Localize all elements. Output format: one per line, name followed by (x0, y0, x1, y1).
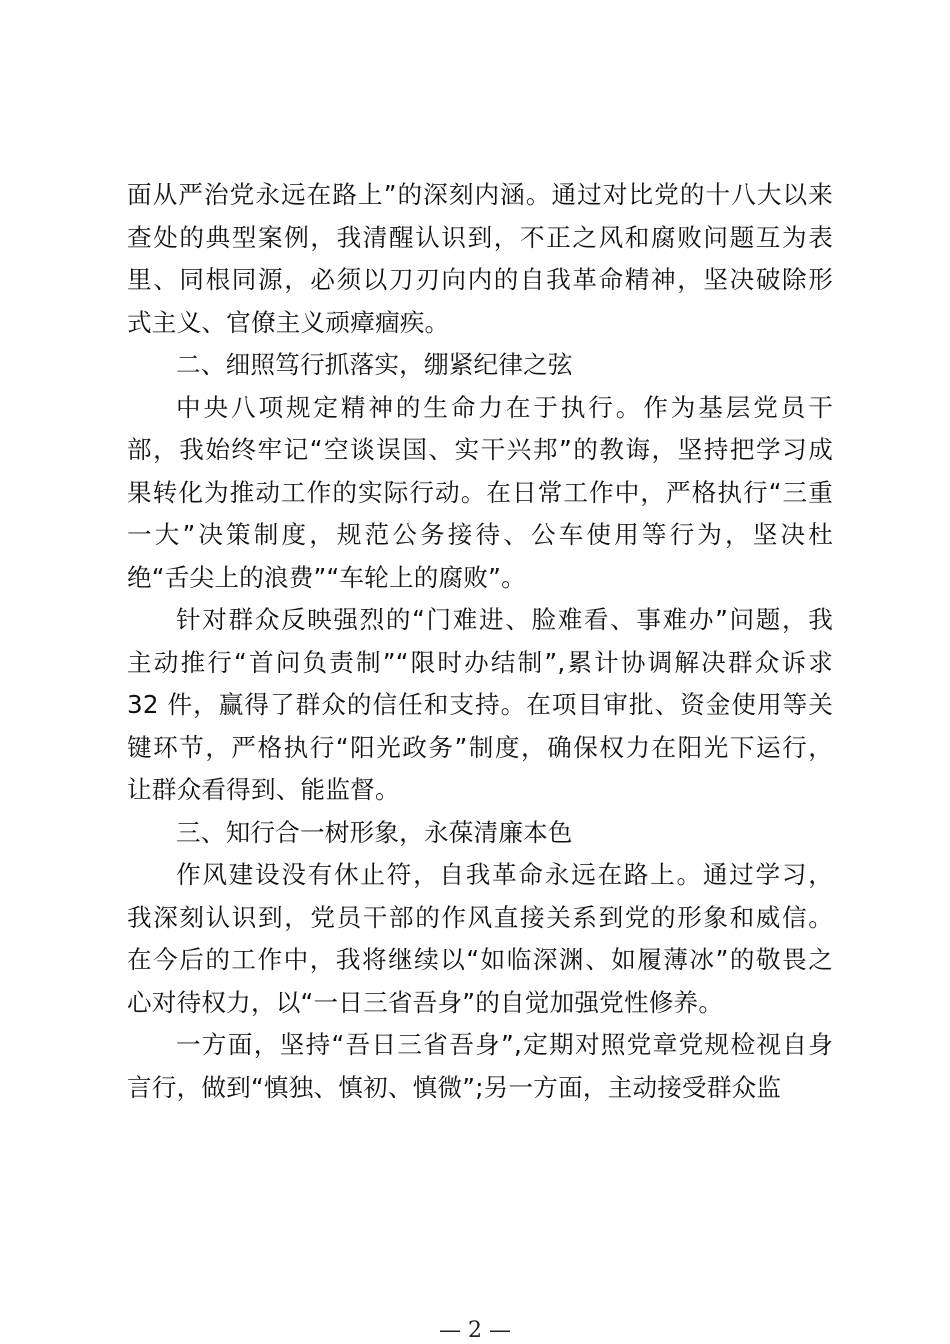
text-line: 中央八项规定精神的生命力在于执行。作为基层党员干 (176, 392, 833, 422)
text-line: 作风建设没有休止符，自我革命永远在路上。通过学习， (176, 860, 833, 889)
text-line: 我深刻认识到，党员干部的作风直接关系到党的形象和威信。 (127, 902, 833, 932)
page-number: — 2 — (439, 1318, 511, 1343)
section-heading: 二、细照笃行抓落实，绷紧纪律之弦 (176, 350, 573, 379)
text-line: 一方面，坚持“吾日三省吾身”,定期对照党章党规检视自身 (176, 1030, 833, 1059)
text-line: 绝“舌尖上的浪费”“车轮上的腐败”。 (127, 562, 526, 592)
text-line: 式主义、官僚主义顽瘴痼疾。 (127, 307, 450, 337)
text-line: 查处的典型案例，我清醒认识到，不正之风和腐败问题互为表 (127, 222, 833, 252)
text-line: 心对待权力，以“一日三省吾身”的自觉加强党性修养。 (127, 987, 724, 1017)
text-line: 32 件，赢得了群众的信任和支持。在项目审批、资金使用等关 (127, 690, 833, 719)
text-line: 里、同根同源，必须以刀刃向内的自我革命精神，坚决破除形 (127, 265, 833, 294)
body-text (127, 174, 833, 1109)
text-line: 在今后的工作中，我将继续以“如临深渊、如履薄冰”的敬畏之 (127, 945, 833, 974)
section-heading: 三、知行合一树形象，永葆清廉本色 (176, 817, 573, 847)
text-line: 主动推行“首问负责制”“限时办结制”,累计协调解决群众诉求 (127, 647, 833, 677)
text-line: 部，我始终牢记“空谈误国、实干兴邦”的教诲，坚持把学习成 (127, 435, 833, 464)
text-line: 一大”决策制度，规范公务接待、公车使用等行为，坚决杜 (127, 520, 833, 549)
text-line: 键环节，严格执行“阳光政务”制度，确保权力在阳光下运行， (127, 732, 833, 762)
text-line: 果转化为推动工作的实际行动。在日常工作中，严格执行“三重 (127, 477, 833, 507)
text-line: 让群众看得到、能监督。 (127, 775, 400, 804)
text-line: 言行，做到“慎独、慎初、慎微”;另一方面，主动接受群众监 (127, 1072, 782, 1102)
text-line: 面从严治党永远在路上”的深刻内涵。通过对比党的十八大以来 (127, 180, 833, 209)
text-line: 针对群众反映强烈的“门难进、脸难看、事难办”问题，我 (176, 605, 833, 634)
